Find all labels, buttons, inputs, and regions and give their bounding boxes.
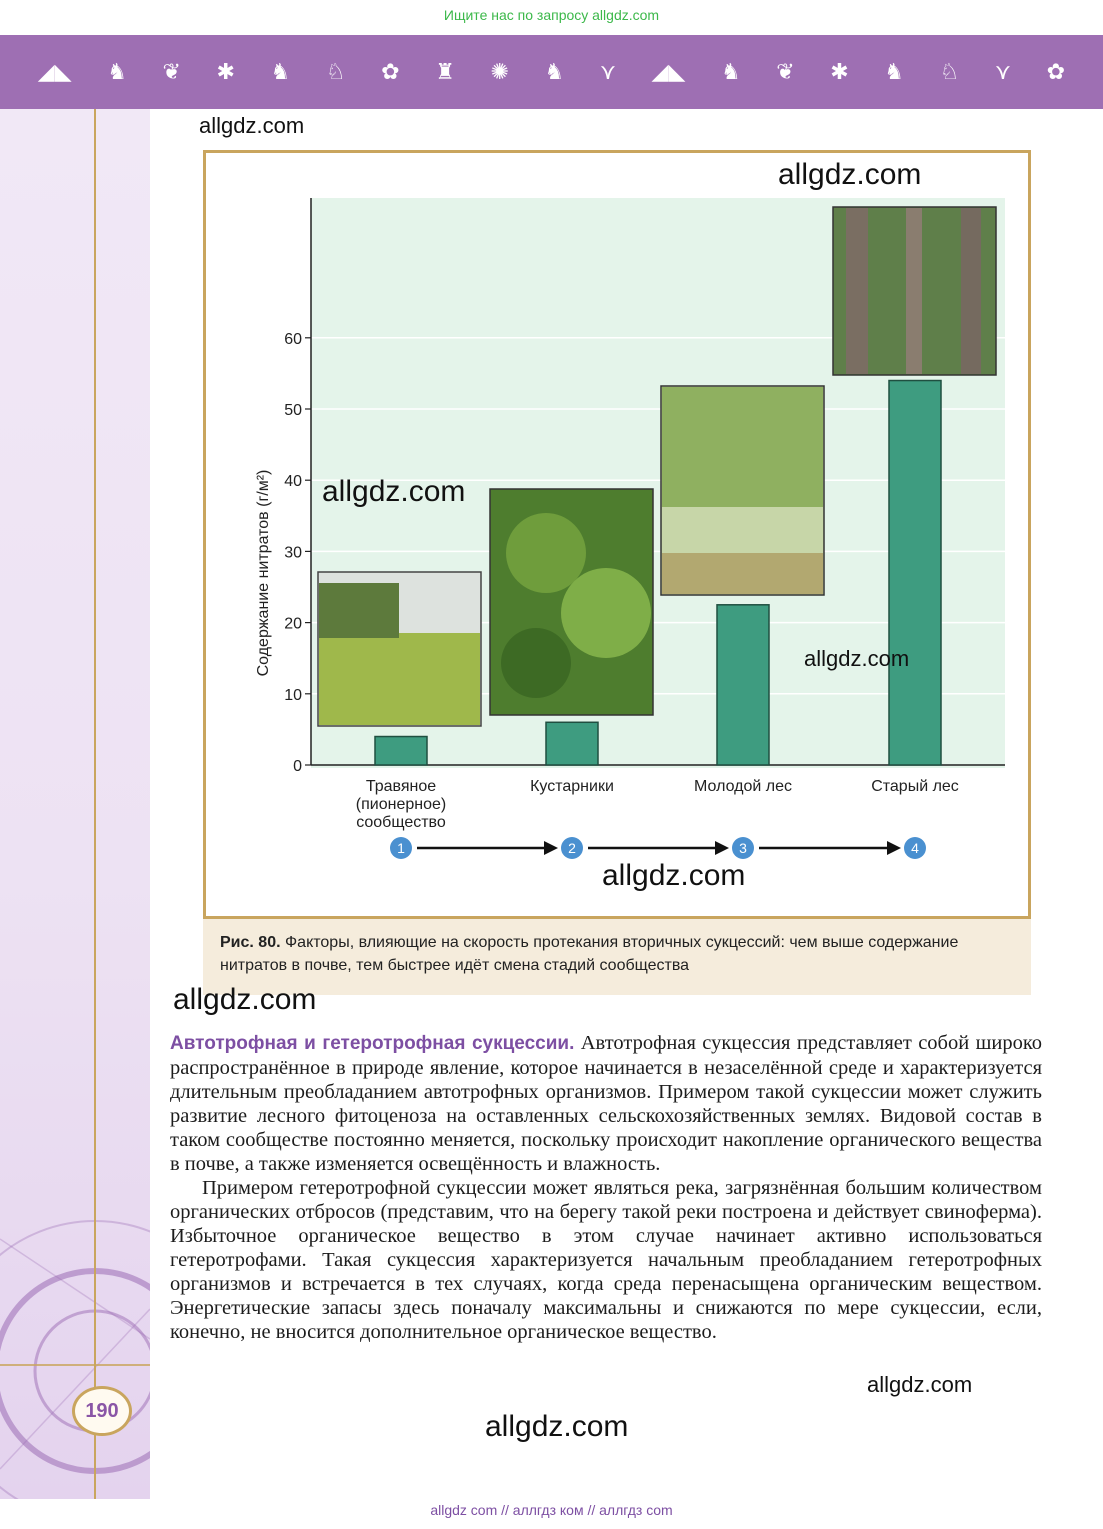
- stage-markers: [390, 837, 926, 859]
- stage-arrow-head: [715, 841, 729, 855]
- paragraph-2: [170, 1176, 1042, 1344]
- header-band: [0, 35, 1103, 109]
- y-tick-label: 30: [284, 544, 302, 562]
- x-tick-label-line: (пионерное): [355, 796, 447, 813]
- x-tick-label: [694, 778, 792, 795]
- bottom-banner[interactable]: allgdz com // аллгдз ком // аллгдз com: [430, 1502, 673, 1518]
- watermark: allgdz.com: [485, 1410, 629, 1443]
- page-number: 190: [72, 1386, 132, 1436]
- watermark: allgdz.com: [173, 983, 317, 1016]
- caption-text: Факторы, влияющие на скорость протекания вторичных сукцессий: чем выше содержание нитратов в почве, тем быстрее идёт смена стадий сообщества: [220, 934, 959, 974]
- section-heading: Автотрофная и гетеротрофная сукцессии.: [170, 1033, 575, 1054]
- bird-icon: ❦: [162, 59, 181, 84]
- bar: [889, 381, 941, 765]
- bar: [717, 605, 769, 765]
- stage-number: 2: [568, 840, 576, 856]
- margin-line: [94, 109, 96, 1499]
- stage-arrow-head: [887, 841, 901, 855]
- photo-shrubs: [490, 489, 653, 715]
- left-decoration: [0, 109, 150, 1499]
- deer-icon: ♘: [939, 59, 960, 84]
- insect-icon: ✱: [216, 59, 235, 84]
- spiral-ornament: [0, 109, 150, 1499]
- lizard-icon: ♞: [884, 59, 905, 84]
- swallow-icon: ⋎: [599, 59, 616, 84]
- horse-icon: ♞: [544, 59, 565, 84]
- watermark: allgdz.com: [778, 158, 922, 191]
- wolf-icon: ♞: [107, 59, 127, 84]
- x-tick-label: [356, 778, 446, 831]
- y-tick-label: 50: [284, 402, 302, 419]
- x-tick-label-line: Кустарники: [530, 778, 614, 795]
- lizard-icon: ♞: [270, 59, 291, 84]
- watermark: allgdz.com: [867, 1372, 973, 1397]
- y-tick-label: 10: [284, 686, 302, 704]
- photo-young-forest: [661, 386, 824, 595]
- figure-caption: [203, 919, 1031, 995]
- bar-chart: [206, 153, 1028, 916]
- top-banner[interactable]: Ищите нас по запросу allgdz.com: [443, 7, 660, 23]
- y-axis-label: Содержание нитратов (г/м²): [255, 469, 272, 677]
- photo-grassland: [318, 572, 481, 726]
- x-tick-labels: [356, 778, 959, 831]
- watermark: allgdz.com: [322, 475, 466, 508]
- margin-hline: [0, 1364, 150, 1366]
- bar: [375, 737, 427, 765]
- bird-icon: ⋎: [994, 59, 1012, 84]
- x-tick-label: [871, 778, 959, 795]
- scorpion-icon: ✺: [490, 59, 509, 84]
- y-tick-label: 60: [284, 330, 302, 348]
- stage-arrow-head: [544, 841, 558, 855]
- wolf-icon: ♞: [720, 59, 741, 84]
- x-tick-label: [530, 778, 614, 795]
- body-text: [170, 1031, 1042, 1344]
- animal-icons-row: [0, 35, 1103, 109]
- stage-number: 3: [739, 840, 747, 856]
- paragraph-1-text: Автотрофная сукцессия представляет собой широко распространённое в природе явление, которое начинается в незаселённой среде и характеризуется длительным преобладанием автотрофных организмов. Примером такой сукцессии может служить развитие лесного фитоценоза на оставленных сельскохозяйственных землях. Видовой состав в таком сообществе постоянно меняется, поскольку происходит накопление органического вещества в почве, а также изменяется освещённость и влажность.: [170, 1032, 1042, 1175]
- bison-icon: ♜: [435, 59, 455, 84]
- insect-icon: ✱: [830, 59, 849, 84]
- stage-number: 4: [911, 840, 919, 856]
- y-tick-label: 40: [284, 473, 302, 491]
- paragraph-2-text: Примером гетеротрофной сукцессии может являться река, загрязнённая большим количеством органических отбросов (представим, что на берегу такой реки построена и действует свиноферма). Избыточное органическое вещество в этом случае начинает активно использоваться гетеротрофами. Такая сукцессия характеризуется начальным преобладанием гетеротрофных организмов и встречается в тех случаях, когда среда перенасыщена органическим веществом. Энергетические запасы здесь поначалу максимальны и снижаются по мере сукцессии, если, конечно, не вносится дополнительное органическое вещество.: [170, 1177, 1042, 1343]
- bar: [546, 722, 598, 765]
- y-tick-label: 20: [284, 615, 302, 633]
- fish-icon: ◢◣: [651, 59, 686, 84]
- photo-old-forest: [833, 207, 996, 375]
- fish-icon: ◢◣: [37, 59, 72, 84]
- watermark: allgdz.com: [804, 646, 910, 671]
- figure-frame: [203, 150, 1031, 919]
- butterfly-icon: ✿: [381, 59, 400, 84]
- watermark: allgdz.com: [602, 859, 746, 892]
- bird-icon: ❦: [776, 59, 795, 84]
- deer-icon: ♘: [325, 59, 346, 84]
- stage-number: 1: [397, 840, 405, 856]
- y-tick-label: 0: [293, 758, 302, 775]
- x-tick-label-line: Травяное: [365, 778, 437, 795]
- x-tick-label-line: Старый лес: [871, 778, 959, 795]
- watermark: allgdz.com: [199, 113, 305, 138]
- caption-label: Рис. 80.: [220, 934, 281, 951]
- x-tick-label-line: сообщество: [356, 814, 446, 831]
- y-ticks: [284, 331, 311, 775]
- x-tick-label-line: Молодой лес: [694, 778, 792, 795]
- paragraph-1: [170, 1031, 1042, 1176]
- butterfly-icon: ✿: [1046, 59, 1066, 84]
